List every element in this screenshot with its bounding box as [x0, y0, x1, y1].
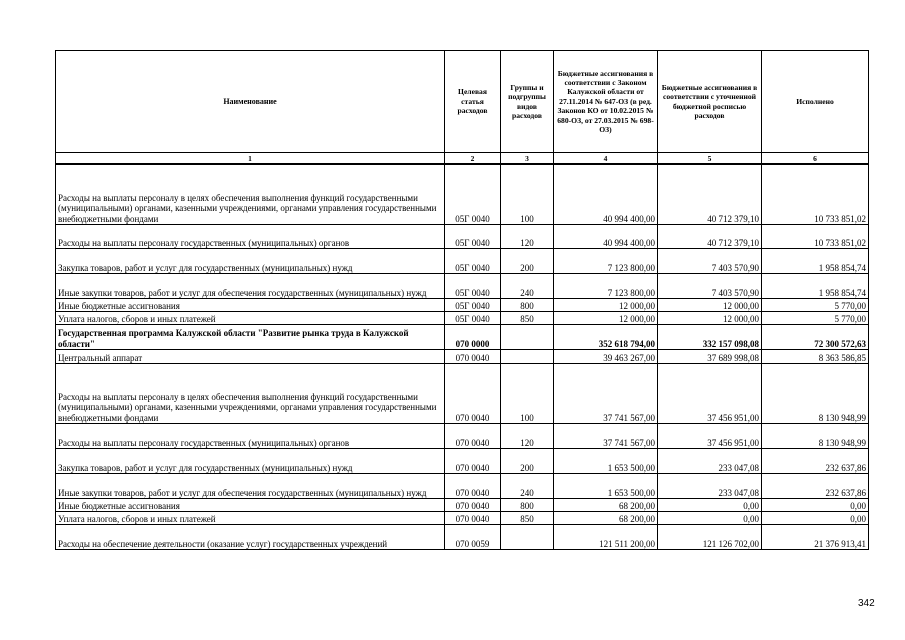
- row-budget-refined: 37 689 998,08: [658, 350, 762, 364]
- row-target: 05Г 0040: [445, 225, 501, 249]
- row-executed: 10 733 851,02: [762, 225, 869, 249]
- column-number: 2: [445, 153, 501, 165]
- column-number: 5: [658, 153, 762, 165]
- row-budget-refined: 37 456 951,00: [658, 424, 762, 449]
- row-executed: 21 376 913,41: [762, 525, 869, 550]
- table-row: [56, 274, 869, 299]
- row-target: 070 0040: [445, 449, 501, 474]
- table-row: [56, 350, 869, 364]
- column-number-row: [56, 153, 869, 165]
- table-header: [56, 51, 869, 153]
- table-row: [56, 449, 869, 474]
- row-name: Закупка товаров, работ и услуг для государственных (муниципальных) нужд: [56, 249, 445, 274]
- row-group: 850: [501, 512, 554, 525]
- row-budget-refined: 0,00: [658, 499, 762, 512]
- table-body: [56, 153, 869, 550]
- row-budget-refined: 121 126 702,00: [658, 525, 762, 550]
- row-budget-law: 7 123 800,00: [554, 249, 658, 274]
- row-name: Закупка товаров, работ и услуг для государственных (муниципальных) нужд: [56, 449, 445, 474]
- row-budget-law: 12 000,00: [554, 299, 658, 312]
- header-budget-refined: Бюджетные ассигнования в соответствии с уточненной бюджетной росписью расходов: [658, 51, 762, 153]
- row-budget-refined: 12 000,00: [658, 299, 762, 312]
- row-name: Иные закупки товаров, работ и услуг для обеспечения государственных (муниципальных) нужд: [56, 474, 445, 499]
- row-budget-law: 352 618 794,00: [554, 325, 658, 350]
- row-group: 100: [501, 364, 554, 424]
- row-name: Расходы на выплаты персоналу государственных (муниципальных) органов: [56, 424, 445, 449]
- row-budget-law: 1 653 500,00: [554, 474, 658, 499]
- row-name: Уплата налогов, сборов и иных платежей: [56, 312, 445, 325]
- row-budget-refined: 37 456 951,00: [658, 364, 762, 424]
- row-name: Расходы на выплаты персоналу в целях обеспечения выполнения функций государственными (муниципальными) органами, казенными учреждениями, органами управления государственными внебюджетными фондами: [56, 164, 445, 225]
- row-target: 05Г 0040: [445, 164, 501, 225]
- row-group: 200: [501, 249, 554, 274]
- column-number: 3: [501, 153, 554, 165]
- row-name: Иные бюджетные ассигнования: [56, 299, 445, 312]
- row-target: 070 0040: [445, 474, 501, 499]
- table-row: [56, 525, 869, 550]
- row-target: 05Г 0040: [445, 312, 501, 325]
- table-row: [56, 249, 869, 274]
- row-executed: 1 958 854,74: [762, 274, 869, 299]
- header-name: Наименование: [56, 51, 445, 153]
- row-target: 070 0000: [445, 325, 501, 350]
- table-row: [56, 499, 869, 512]
- row-budget-law: 12 000,00: [554, 312, 658, 325]
- column-number: 4: [554, 153, 658, 165]
- row-budget-law: 40 994 400,00: [554, 225, 658, 249]
- row-target: 05Г 0040: [445, 299, 501, 312]
- row-budget-refined: 7 403 570,90: [658, 274, 762, 299]
- row-group: [501, 525, 554, 550]
- table-row: [56, 225, 869, 249]
- row-budget-law: 68 200,00: [554, 499, 658, 512]
- table-row: [56, 474, 869, 499]
- row-executed: 5 770,00: [762, 299, 869, 312]
- row-executed: 8 130 948,99: [762, 364, 869, 424]
- row-executed: 232 637,86: [762, 449, 869, 474]
- budget-table: [55, 50, 869, 550]
- row-executed: 8 363 586,85: [762, 350, 869, 364]
- header-budget-law: Бюджетные ассигнования в соответствии с Законом Калужской области от 27.11.2014 № 647-ОЗ (в ред. Законов КО от 10.02.2015 № 680-ОЗ, от 27.03.2015 № 698-ОЗ): [554, 51, 658, 153]
- table-row: [56, 312, 869, 325]
- row-budget-refined: 233 047,08: [658, 449, 762, 474]
- row-executed: 5 770,00: [762, 312, 869, 325]
- row-budget-law: 1 653 500,00: [554, 449, 658, 474]
- row-budget-refined: 233 047,08: [658, 474, 762, 499]
- row-executed: 1 958 854,74: [762, 249, 869, 274]
- row-budget-law: 40 994 400,00: [554, 164, 658, 225]
- row-group: [501, 325, 554, 350]
- header-group: Группы и подгруппы видов расходов: [501, 51, 554, 153]
- row-executed: 72 300 572,63: [762, 325, 869, 350]
- row-group: 850: [501, 312, 554, 325]
- row-group: 800: [501, 499, 554, 512]
- row-target: 070 0059: [445, 525, 501, 550]
- row-group: 800: [501, 299, 554, 312]
- row-budget-law: 121 511 200,00: [554, 525, 658, 550]
- column-number: 1: [56, 153, 445, 165]
- row-target: 05Г 0040: [445, 249, 501, 274]
- row-group: 200: [501, 449, 554, 474]
- row-name: Расходы на выплаты персоналу государственных (муниципальных) органов: [56, 225, 445, 249]
- row-target: 070 0040: [445, 499, 501, 512]
- row-executed: 0,00: [762, 499, 869, 512]
- row-budget-law: 68 200,00: [554, 512, 658, 525]
- page-number: 342: [858, 598, 875, 609]
- header-row: [56, 51, 869, 153]
- row-group: 100: [501, 164, 554, 225]
- row-budget-law: 7 123 800,00: [554, 274, 658, 299]
- row-group: [501, 350, 554, 364]
- row-target: 070 0040: [445, 364, 501, 424]
- table-row: [56, 424, 869, 449]
- row-name: Расходы на выплаты персоналу в целях обеспечения выполнения функций государственными (муниципальными) органами, казенными учреждениями, органами управления государственными внебюджетными фондами: [56, 364, 445, 424]
- row-budget-refined: 7 403 570,90: [658, 249, 762, 274]
- row-budget-refined: 40 712 379,10: [658, 225, 762, 249]
- row-group: 240: [501, 474, 554, 499]
- row-target: 070 0040: [445, 512, 501, 525]
- row-budget-law: 39 463 267,00: [554, 350, 658, 364]
- row-budget-refined: 332 157 098,08: [658, 325, 762, 350]
- row-budget-refined: 12 000,00: [658, 312, 762, 325]
- row-executed: 8 130 948,99: [762, 424, 869, 449]
- table-row: [56, 325, 869, 350]
- header-target: Целевая статья расходов: [445, 51, 501, 153]
- row-name: Государственная программа Калужской области "Развитие рынка труда в Калужской области": [56, 325, 445, 350]
- table-row: [56, 299, 869, 312]
- table-row: [56, 164, 869, 225]
- row-name: Расходы на обеспечение деятельности (оказание услуг) государственных учреждений: [56, 525, 445, 550]
- row-name: Иные закупки товаров, работ и услуг для обеспечения государственных (муниципальных) нужд: [56, 274, 445, 299]
- row-group: 240: [501, 274, 554, 299]
- row-budget-refined: 0,00: [658, 512, 762, 525]
- row-group: 120: [501, 424, 554, 449]
- row-target: 070 0040: [445, 350, 501, 364]
- row-group: 120: [501, 225, 554, 249]
- row-target: 070 0040: [445, 424, 501, 449]
- row-budget-law: 37 741 567,00: [554, 424, 658, 449]
- row-name: Иные бюджетные ассигнования: [56, 499, 445, 512]
- table-row: [56, 364, 869, 424]
- row-budget-refined: 40 712 379,10: [658, 164, 762, 225]
- row-name: Уплата налогов, сборов и иных платежей: [56, 512, 445, 525]
- row-executed: 232 637,86: [762, 474, 869, 499]
- row-target: 05Г 0040: [445, 274, 501, 299]
- row-budget-law: 37 741 567,00: [554, 364, 658, 424]
- row-name: Центральный аппарат: [56, 350, 445, 364]
- header-executed: Исполнено: [762, 51, 869, 153]
- column-number: 6: [762, 153, 869, 165]
- row-executed: 10 733 851,02: [762, 164, 869, 225]
- row-executed: 0,00: [762, 512, 869, 525]
- table-row: [56, 512, 869, 525]
